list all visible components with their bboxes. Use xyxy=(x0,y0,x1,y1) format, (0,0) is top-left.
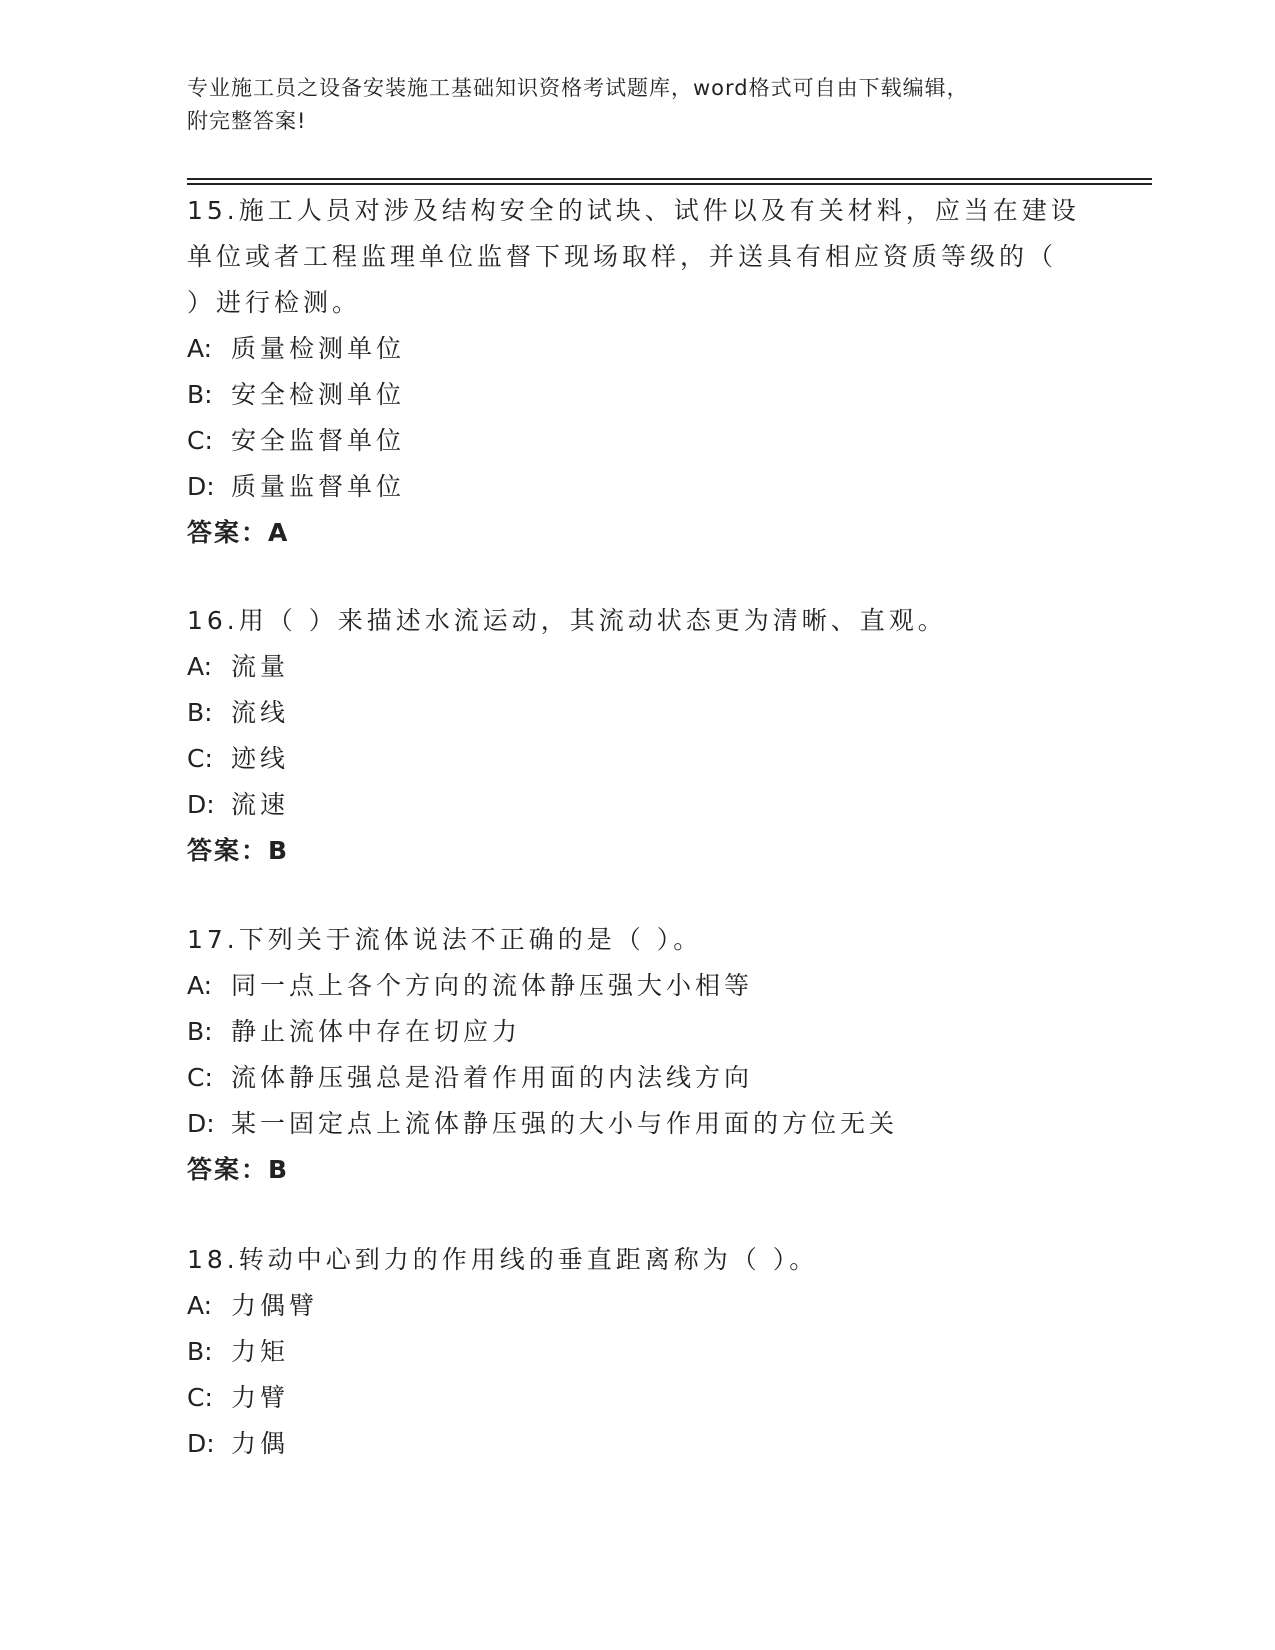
answer-label: 答案：B xyxy=(187,836,290,865)
option-text: 力偶臂 xyxy=(231,1291,319,1320)
question-16 xyxy=(187,598,1087,874)
option-text: 安全监督单位 xyxy=(231,426,406,455)
question-stem-line: 15.施工人员对涉及结构安全的试块、试件以及有关材料，应当在建设 xyxy=(187,196,1080,225)
option-letter: B: xyxy=(187,1337,213,1366)
option-d xyxy=(187,1101,1087,1147)
option-text: 迹线 xyxy=(231,744,290,773)
option-text: 力偶 xyxy=(231,1429,290,1458)
option-a xyxy=(187,326,1087,372)
option-letter: D: xyxy=(187,472,215,501)
option-text: 质量监督单位 xyxy=(231,472,406,501)
header-line-2: 附完整答案! xyxy=(187,109,307,133)
option-text: 流量 xyxy=(231,652,290,681)
option-letter: A: xyxy=(187,1291,213,1320)
option-text: 流线 xyxy=(231,698,290,727)
document-header xyxy=(187,72,1087,138)
option-letter: D: xyxy=(187,1109,215,1138)
option-text: 静止流体中存在切应力 xyxy=(231,1017,522,1046)
option-letter: C: xyxy=(187,426,213,455)
answer-label: 答案：A xyxy=(187,518,290,547)
question-17 xyxy=(187,917,1087,1193)
option-letter: C: xyxy=(187,1063,213,1092)
option-letter: A: xyxy=(187,652,213,681)
question-stem-line: 16.用（ ）来描述水流运动，其流动状态更为清晰、直观。 xyxy=(187,606,947,635)
option-letter: A: xyxy=(187,334,213,363)
option-a xyxy=(187,644,1087,690)
option-c xyxy=(187,1055,1087,1101)
option-text: 安全检测单位 xyxy=(231,380,406,409)
question-18 xyxy=(187,1237,1087,1467)
option-c xyxy=(187,418,1087,464)
option-text: 某一固定点上流体静压强的大小与作用面的方位无关 xyxy=(231,1109,899,1138)
option-b xyxy=(187,1009,1087,1055)
option-letter: D: xyxy=(187,1429,215,1458)
question-stem-line: 17.下列关于流体说法不正确的是（ ）。 xyxy=(187,925,703,954)
question-stem-line: ）进行检测。 xyxy=(187,288,362,317)
option-c xyxy=(187,1375,1087,1421)
question-stem-line: 18.转动中心到力的作用线的垂直距离称为（ ）。 xyxy=(187,1245,819,1274)
header-line-1: 专业施工员之设备安装施工基础知识资格考试题库，word格式可自由下载编辑， xyxy=(187,76,969,100)
question-15 xyxy=(187,188,1087,556)
header-divider-bottom xyxy=(187,183,1152,185)
option-letter: A: xyxy=(187,971,213,1000)
option-letter: C: xyxy=(187,744,213,773)
option-letter: D: xyxy=(187,790,215,819)
option-b xyxy=(187,1329,1087,1375)
option-text: 同一点上各个方向的流体静压强大小相等 xyxy=(231,971,754,1000)
header-divider-top xyxy=(187,178,1152,180)
question-stem-line: 单位或者工程监理单位监督下现场取样，并送具有相应资质等级的（ xyxy=(187,242,1058,271)
option-text: 力矩 xyxy=(231,1337,290,1366)
option-text: 力臂 xyxy=(231,1383,290,1412)
option-d xyxy=(187,782,1087,828)
option-b xyxy=(187,690,1087,736)
option-letter: C: xyxy=(187,1383,213,1412)
option-letter: B: xyxy=(187,1017,213,1046)
option-c xyxy=(187,736,1087,782)
option-text: 质量检测单位 xyxy=(231,334,406,363)
option-a xyxy=(187,963,1087,1009)
answer-label: 答案：B xyxy=(187,1155,290,1184)
option-letter: B: xyxy=(187,698,213,727)
option-letter: B: xyxy=(187,380,213,409)
option-d xyxy=(187,464,1087,510)
option-b xyxy=(187,372,1087,418)
option-d xyxy=(187,1421,1087,1467)
option-text: 流体静压强总是沿着作用面的内法线方向 xyxy=(231,1063,754,1092)
option-text: 流速 xyxy=(231,790,290,819)
option-a xyxy=(187,1283,1087,1329)
